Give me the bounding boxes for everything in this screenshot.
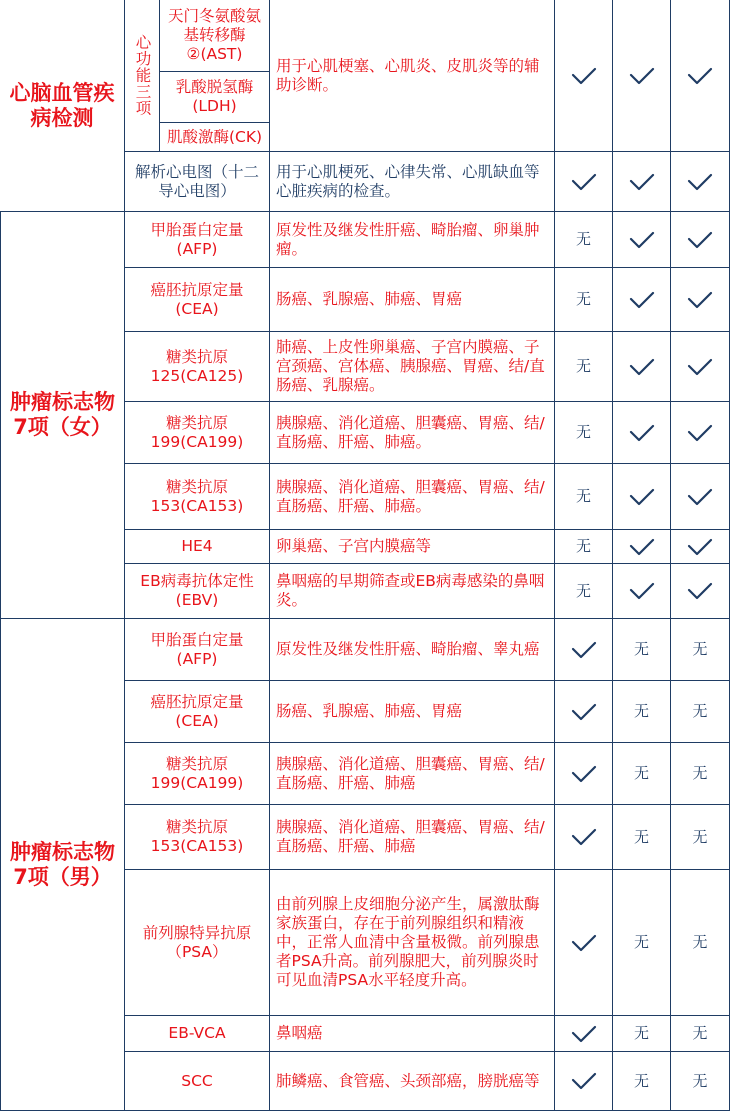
check-icon [686, 172, 714, 192]
item-ecg: 解析心电图（十二导心电图） [125, 152, 270, 212]
desc-cea-m: 肠癌、乳腺癌、肺癌、胃癌 [270, 681, 555, 743]
check-icon [686, 487, 714, 507]
none-mark [613, 743, 671, 805]
none-mark [671, 805, 730, 870]
desc-cea-f: 肠癌、乳腺癌、肺癌、胃癌 [270, 268, 555, 332]
none-label: 无 [633, 1071, 649, 1090]
none-label: 无 [633, 1024, 649, 1043]
none-label: 无 [575, 423, 591, 442]
cardio-sub-text: 心功能三项 [133, 34, 152, 117]
item-eb-vca: EB-VCA [125, 1016, 270, 1052]
desc-eb-vca: 鼻咽癌 [270, 1016, 555, 1052]
check-mark [555, 805, 613, 870]
none-mark [555, 564, 613, 619]
check-mark [671, 402, 730, 464]
desc-ca125-f: 肺癌、上皮性卵巢癌、子宫内膜癌、子宫颈癌、宫体癌、胰腺癌、胃癌、结/直肠癌、乳腺癌。 [270, 332, 555, 402]
none-mark [671, 743, 730, 805]
item-afp-f: 甲胎蛋白定量(AFP) [125, 212, 270, 268]
group-cardio [0, 0, 125, 212]
check-mark [555, 619, 613, 681]
check-icon [570, 933, 598, 953]
group-tumor-female-label: 肿瘤标志物7项（女） [10, 390, 115, 439]
check-icon [570, 764, 598, 784]
group-cardio-label: 心脑血管疾病检测 [9, 80, 115, 130]
none-mark [555, 268, 613, 332]
none-mark [671, 681, 730, 743]
none-label: 无 [575, 537, 591, 556]
none-label: 无 [575, 581, 591, 600]
desc-ecg: 用于心肌梗死、心律失常、心肌缺血等心脏疾病的检查。 [270, 152, 555, 212]
desc-cardio-three: 用于心肌梗塞、心肌炎、皮肌炎等的辅助诊断。 [270, 0, 555, 152]
desc-ca153-m: 胰腺癌、消化道癌、胆囊癌、胃癌、结/直肠癌、肝癌、肺癌 [270, 805, 555, 870]
group-tumor-female [0, 212, 125, 619]
item-ca153-f: 糖类抗原153(CA153) [125, 464, 270, 530]
none-label: 无 [633, 702, 649, 721]
item-ldh: 乳酸脱氢酶(LDH) [160, 72, 270, 123]
none-label: 无 [692, 764, 708, 783]
desc-afp-m: 原发性及继发性肝癌、畸胎瘤、睾丸癌 [270, 619, 555, 681]
item-cea-m: 癌胚抗原定量(CEA) [125, 681, 270, 743]
check-icon [628, 172, 656, 192]
check-mark [613, 402, 671, 464]
item-he4: HE4 [125, 530, 270, 564]
none-mark [671, 619, 730, 681]
desc-afp-f: 原发性及继发性肝癌、畸胎瘤、卵巢肿瘤。 [270, 212, 555, 268]
item-ast: 天门冬氨酸氨基转移酶②(AST) [160, 0, 270, 72]
desc-scc: 肺鳞癌、食管癌、头颈部癌，膀胱癌等 [270, 1052, 555, 1111]
check-mark [671, 152, 730, 212]
check-mark [555, 1052, 613, 1111]
none-mark [613, 619, 671, 681]
check-mark [671, 530, 730, 564]
check-mark [671, 0, 730, 152]
check-icon [628, 66, 656, 86]
check-icon [628, 581, 656, 601]
desc-ca199-m: 胰腺癌、消化道癌、胆囊癌、胃癌、结/直肠癌、肝癌、肺癌 [270, 743, 555, 805]
none-mark [613, 1016, 671, 1052]
desc-psa: 由前列腺上皮细胞分泌产生，属激肽酶家族蛋白，存在于前列腺组织和精液中，正常人血清中含量极微。前列腺患者PSA升高。前列腺肥大，前列腺炎时可见血清PSA水平轻度升高。 [270, 870, 555, 1016]
none-mark [671, 870, 730, 1016]
check-icon [628, 423, 656, 443]
check-mark [555, 743, 613, 805]
cardio-sub-label [125, 0, 160, 152]
desc-he4: 卵巢癌、子宫内膜癌等 [270, 530, 555, 564]
check-mark [613, 268, 671, 332]
check-icon [628, 290, 656, 310]
check-mark [613, 152, 671, 212]
check-icon [570, 1024, 598, 1044]
item-psa: 前列腺特异抗原（PSA） [125, 870, 270, 1016]
check-mark [671, 212, 730, 268]
none-mark [613, 805, 671, 870]
none-label: 无 [575, 290, 591, 309]
check-icon [686, 357, 714, 377]
check-icon [686, 537, 714, 557]
check-icon [570, 1071, 598, 1091]
none-mark [613, 1052, 671, 1111]
check-mark [613, 0, 671, 152]
desc-ca153-f: 胰腺癌、消化道癌、胆囊癌、胃癌、结/直肠癌、肝癌、肺癌。 [270, 464, 555, 530]
none-mark [613, 870, 671, 1016]
none-label: 无 [633, 933, 649, 952]
none-label: 无 [575, 230, 591, 249]
check-icon [686, 230, 714, 250]
check-mark [613, 212, 671, 268]
none-label: 无 [692, 1024, 708, 1043]
none-mark [555, 464, 613, 530]
none-label: 无 [633, 640, 649, 659]
item-afp-m: 甲胎蛋白定量(AFP) [125, 619, 270, 681]
none-label: 无 [692, 702, 708, 721]
none-label: 无 [692, 933, 708, 952]
check-icon [570, 172, 598, 192]
none-label: 无 [692, 827, 708, 846]
item-cea-f: 癌胚抗原定量(CEA) [125, 268, 270, 332]
check-icon [686, 581, 714, 601]
check-icon [628, 487, 656, 507]
none-label: 无 [692, 1071, 708, 1090]
check-mark [555, 0, 613, 152]
group-tumor-male [0, 619, 125, 1111]
check-mark [613, 564, 671, 619]
item-ca199-f: 糖类抗原199(CA199) [125, 402, 270, 464]
none-mark [555, 212, 613, 268]
none-mark [555, 332, 613, 402]
none-label: 无 [575, 357, 591, 376]
item-scc: SCC [125, 1052, 270, 1111]
check-mark [671, 464, 730, 530]
item-ca199-m: 糖类抗原199(CA199) [125, 743, 270, 805]
desc-ca199-f: 胰腺癌、消化道癌、胆囊癌、胃癌、结/直肠癌、肝癌、肺癌。 [270, 402, 555, 464]
check-mark [555, 870, 613, 1016]
check-mark [671, 268, 730, 332]
none-mark [671, 1052, 730, 1111]
check-icon [570, 66, 598, 86]
none-label: 无 [633, 764, 649, 783]
item-ca153-m: 糖类抗原153(CA153) [125, 805, 270, 870]
desc-ebv: 鼻咽癌的早期筛查或EB病毒感染的鼻咽炎。 [270, 564, 555, 619]
none-label: 无 [575, 487, 591, 506]
check-mark [671, 564, 730, 619]
check-mark [671, 332, 730, 402]
check-icon [628, 357, 656, 377]
check-mark [555, 681, 613, 743]
none-label: 无 [633, 827, 649, 846]
check-mark [613, 332, 671, 402]
none-mark [671, 1016, 730, 1052]
check-mark [613, 464, 671, 530]
check-icon [570, 702, 598, 722]
none-mark [555, 402, 613, 464]
item-ebv: EB病毒抗体定性(EBV) [125, 564, 270, 619]
item-ck: 肌酸激酶(CK) [160, 123, 270, 152]
check-icon [570, 827, 598, 847]
none-mark [555, 530, 613, 564]
item-ca125-f: 糖类抗原125(CA125) [125, 332, 270, 402]
none-mark [613, 681, 671, 743]
check-icon [686, 66, 714, 86]
check-mark [555, 1016, 613, 1052]
group-tumor-male-label: 肿瘤标志物7项（男） [10, 839, 115, 889]
none-label: 无 [692, 640, 708, 659]
check-icon [570, 640, 598, 660]
check-icon [686, 290, 714, 310]
check-icon [628, 537, 656, 557]
check-mark [555, 152, 613, 212]
check-mark [613, 530, 671, 564]
check-icon [628, 230, 656, 250]
check-icon [686, 423, 714, 443]
